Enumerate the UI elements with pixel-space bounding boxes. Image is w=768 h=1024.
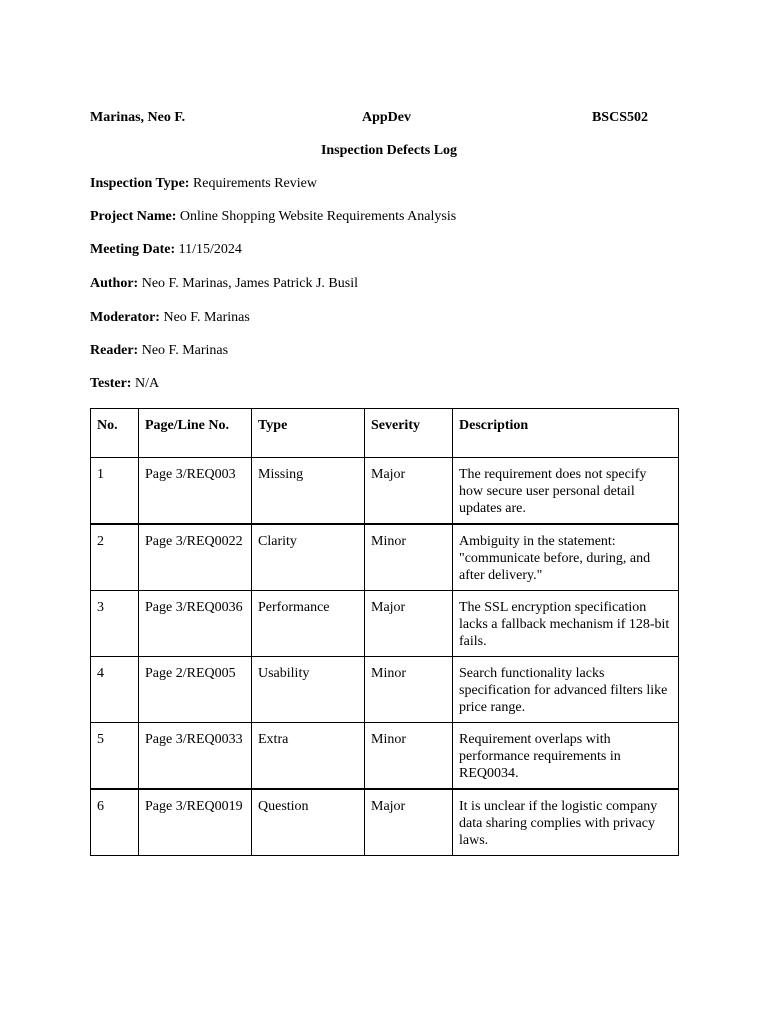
tester-value: N/A <box>134 376 160 391</box>
header-severity: Severity <box>365 409 453 458</box>
tester-field <box>90 376 159 392</box>
cell-description: Requirement overlaps with performance requirements in REQ0034. <box>453 723 679 790</box>
cell-type: Clarity <box>252 524 365 591</box>
project-name-field <box>90 209 456 225</box>
reader-value: Neo F. Marinas <box>141 343 229 358</box>
table-row <box>91 524 679 591</box>
table-header-row <box>91 409 679 458</box>
table-row <box>91 789 679 856</box>
document-title: Inspection Defects Log <box>320 143 458 158</box>
cell-page-line: Page 2/REQ005 <box>139 657 252 723</box>
header-page-line: Page/Line No. <box>139 409 252 458</box>
cell-no: 5 <box>91 723 139 790</box>
cell-description: The SSL encryption specification lacks a fallback mechanism if 128-bit fails. <box>453 591 679 657</box>
cell-type: Performance <box>252 591 365 657</box>
inspection-type-label: Inspection Type: <box>90 176 190 191</box>
cell-severity: Major <box>365 591 453 657</box>
table-row <box>91 723 679 790</box>
cell-page-line: Page 3/REQ0036 <box>139 591 252 657</box>
header-type: Type <box>252 409 365 458</box>
reader-field <box>90 343 228 359</box>
defects-table <box>90 408 679 856</box>
section-code: BSCS502 <box>591 110 648 125</box>
header-no: No. <box>91 409 139 458</box>
cell-no: 4 <box>91 657 139 723</box>
document-header <box>90 110 648 128</box>
project-name-value: Online Shopping Website Requirements Analysis <box>179 209 457 224</box>
cell-no: 6 <box>91 789 139 856</box>
inspection-type-value: Requirements Review <box>192 176 317 191</box>
meeting-date-label: Meeting Date: <box>90 242 176 257</box>
cell-severity: Major <box>365 458 453 525</box>
project-name-label: Project Name: <box>90 209 177 224</box>
cell-description: Ambiguity in the statement: "communicate before, during, and after delivery." <box>453 524 679 591</box>
author-value: Neo F. Marinas, James Patrick J. Busil <box>141 276 358 291</box>
cell-severity: Minor <box>365 657 453 723</box>
cell-description: Search functionality lacks specification for advanced filters like price range. <box>453 657 679 723</box>
cell-page-line: Page 3/REQ003 <box>139 458 252 525</box>
cell-description: It is unclear if the logistic company data sharing complies with privacy laws. <box>453 789 679 856</box>
subject-name: AppDev <box>362 110 412 125</box>
student-name: Marinas, Neo F. <box>90 110 186 125</box>
moderator-field <box>90 310 250 326</box>
author-label: Author: <box>90 276 139 291</box>
cell-type: Extra <box>252 723 365 790</box>
author-field <box>90 276 358 292</box>
cell-type: Missing <box>252 458 365 525</box>
cell-severity: Major <box>365 789 453 856</box>
table-row <box>91 591 679 657</box>
table-row <box>91 458 679 525</box>
moderator-value: Neo F. Marinas <box>163 310 250 325</box>
table-row <box>91 657 679 723</box>
cell-description: The requirement does not specify how secure user personal detail updates are. <box>453 458 679 525</box>
cell-severity: Minor <box>365 524 453 591</box>
cell-no: 3 <box>91 591 139 657</box>
cell-no: 2 <box>91 524 139 591</box>
cell-page-line: Page 3/REQ0019 <box>139 789 252 856</box>
meeting-date-field <box>90 242 242 258</box>
inspection-type-field <box>90 176 317 192</box>
moderator-label: Moderator: <box>90 310 160 325</box>
cell-page-line: Page 3/REQ0022 <box>139 524 252 591</box>
cell-no: 1 <box>91 458 139 525</box>
cell-severity: Minor <box>365 723 453 790</box>
cell-type: Usability <box>252 657 365 723</box>
reader-label: Reader: <box>90 343 139 358</box>
header-description: Description <box>453 409 679 458</box>
meeting-date-value: 11/15/2024 <box>178 242 242 257</box>
cell-type: Question <box>252 789 365 856</box>
tester-label: Tester: <box>90 376 132 391</box>
cell-page-line: Page 3/REQ0033 <box>139 723 252 790</box>
